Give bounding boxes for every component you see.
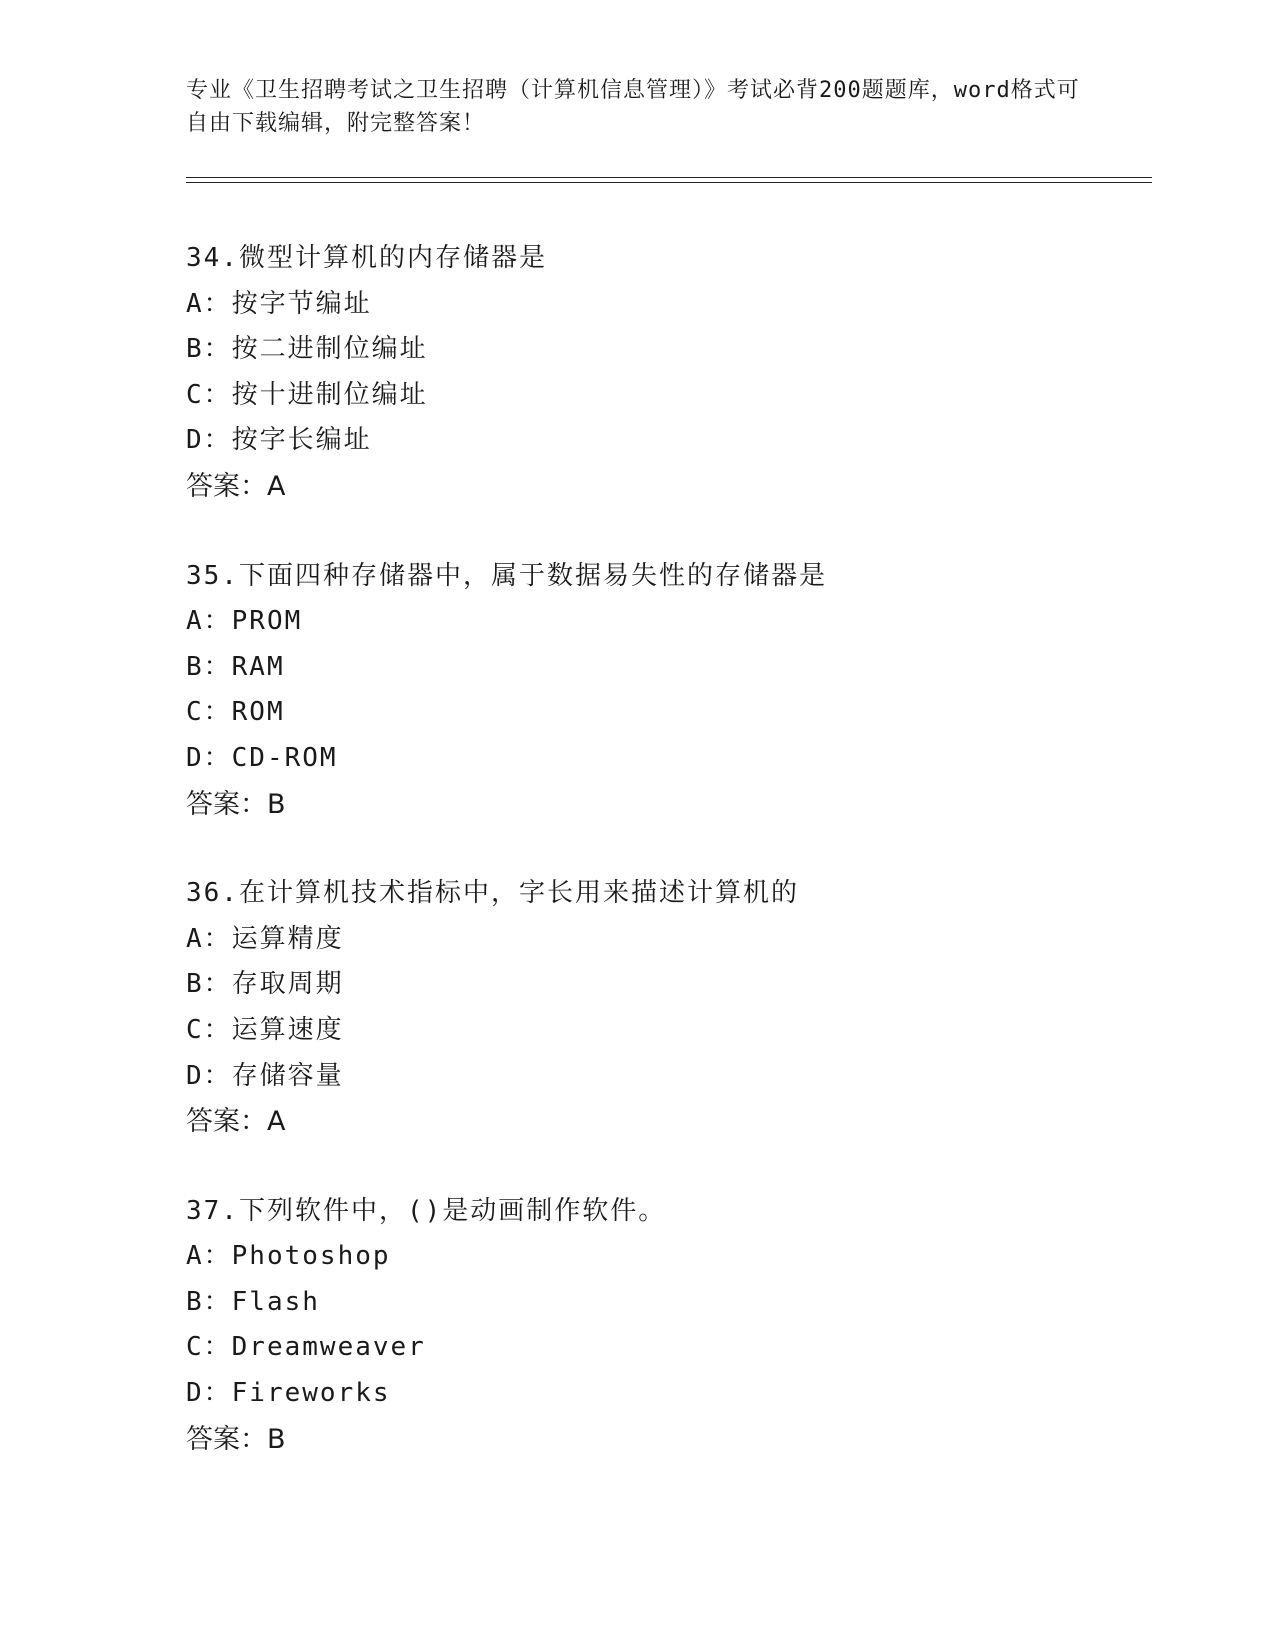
option-c: C：Dreamweaver xyxy=(186,1332,426,1363)
option-a: A：Photoshop xyxy=(186,1241,391,1272)
question-stem: 37.下列软件中，()是动画制作软件。 xyxy=(186,1195,667,1226)
question-list xyxy=(186,236,1152,1506)
question-35 xyxy=(186,554,1152,828)
option-c: C：按十进制位编址 xyxy=(186,379,428,410)
option-c: C：ROM xyxy=(186,697,285,728)
option-b: B：Flash xyxy=(186,1286,320,1317)
question-answer: 答案：A xyxy=(186,1106,286,1138)
question-answer: 答案：B xyxy=(186,1423,286,1455)
option-d: D：存储容量 xyxy=(186,1060,344,1091)
option-a: A：按字节编址 xyxy=(186,288,372,319)
option-b: B：RAM xyxy=(186,651,285,682)
question-stem: 34.微型计算机的内存储器是 xyxy=(186,243,547,273)
option-b: B：按二进制位编址 xyxy=(186,334,428,365)
document-header xyxy=(186,74,1086,140)
option-d: D：按字长编址 xyxy=(186,425,372,456)
header-divider-top xyxy=(186,177,1152,178)
question-answer: 答案：A xyxy=(186,470,286,502)
question-answer: 答案：B xyxy=(186,788,286,820)
question-34 xyxy=(186,236,1152,510)
option-b: B：存取周期 xyxy=(186,969,344,1000)
option-a: A：PROM xyxy=(186,606,303,637)
question-stem: 36.在计算机技术指标中，字长用来描述计算机的 xyxy=(186,878,799,909)
question-stem: 35.下面四种存储器中，属于数据易失性的存储器是 xyxy=(186,560,827,591)
option-d: D：CD-ROM xyxy=(186,742,338,773)
option-a: A：运算精度 xyxy=(186,923,344,954)
header-title: 专业《卫生招聘考试之卫生招聘（计算机信息管理）》考试必背200题题库，word格式可自由下载编辑，附完整答案！ xyxy=(186,78,1080,136)
question-36 xyxy=(186,871,1152,1145)
question-37 xyxy=(186,1189,1152,1463)
option-d: D：Fireworks xyxy=(186,1378,391,1409)
option-c: C：运算速度 xyxy=(186,1014,344,1045)
header-divider-bottom xyxy=(186,182,1152,183)
